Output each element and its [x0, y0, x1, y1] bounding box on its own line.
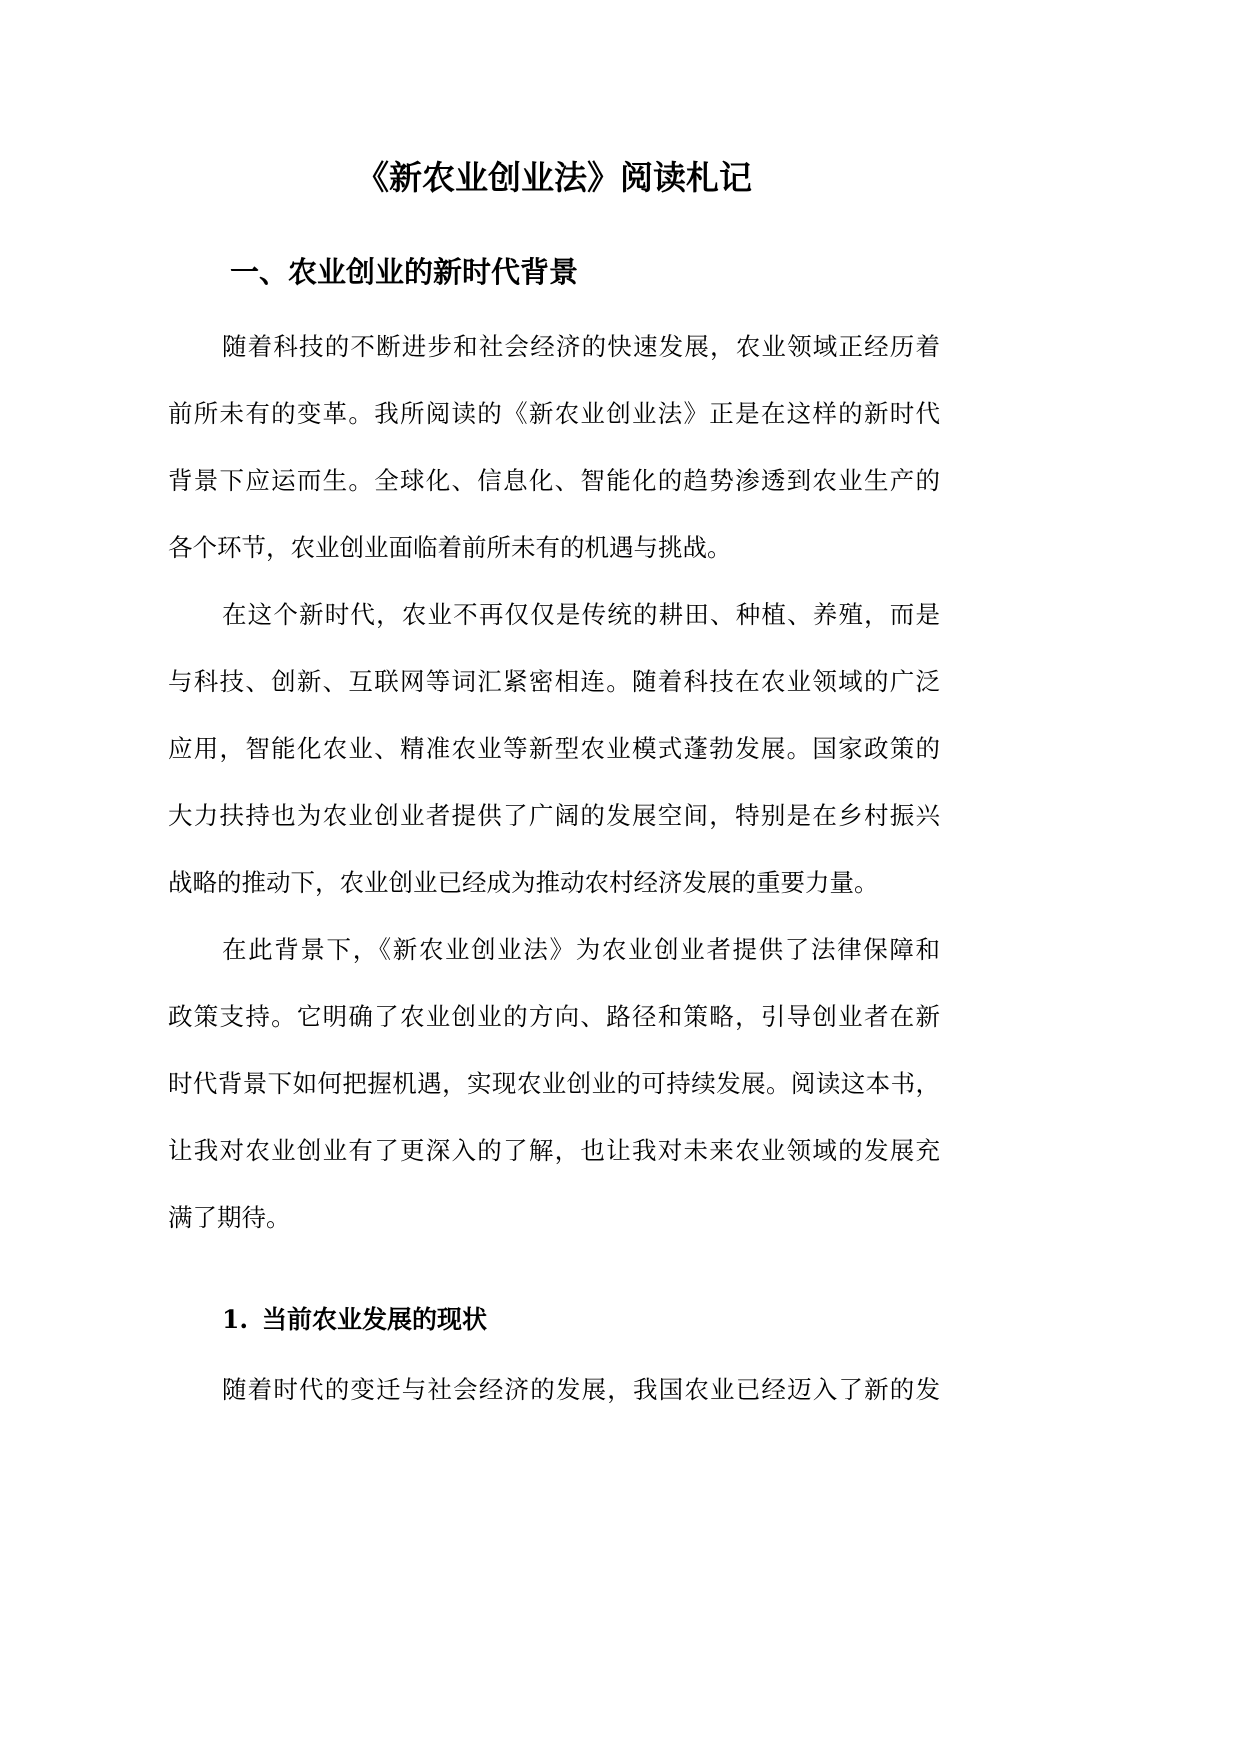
paragraph-line: 让我对农业创业有了更深入的了解，也让我对未来农业领域的发展充: [168, 1136, 940, 1165]
paragraph-line: 战略的推动下，农业创业已经成为推动农村经济发展的重要力量。: [168, 868, 879, 897]
paragraph-line: 在这个新时代，农业不再仅仅是传统的耕田、种植、养殖，而是: [222, 600, 940, 629]
body-text: [168, 313, 940, 1251]
paragraph-line: 随着科技的不断进步和社会经济的快速发展，农业领域正经历着: [222, 332, 940, 361]
paragraph-line: 背景下应运而生。全球化、信息化、智能化的趋势渗透到农业生产的: [168, 466, 940, 495]
paragraph: [168, 916, 940, 1251]
paragraph-line: 时代背景下如何把握机遇，实现农业创业的可持续发展。阅读这本书，: [168, 1069, 940, 1098]
subsection-body: [168, 1356, 940, 1423]
paragraph-line: 政策支持。它明确了农业创业的方向、路径和策略，引导创业者在新: [168, 1002, 940, 1031]
section-heading: 一、农业创业的新时代背景: [230, 255, 579, 289]
paragraph-line: 满了期待。: [168, 1203, 291, 1232]
paragraph-line: 与科技、创新、互联网等词汇紧密相连。随着科技在农业领域的广泛: [168, 667, 940, 696]
paragraph-line: 各个环节，农业创业面临着前所未有的机遇与挑战。: [168, 533, 732, 562]
paragraph-line: 随着时代的变迁与社会经济的发展，我国农业已经迈入了新的发: [222, 1375, 940, 1404]
paragraph: [168, 581, 940, 916]
document-title: 《新农业创业法》阅读札记: [356, 158, 752, 197]
paragraph-line: 在此背景下，《新农业创业法》为农业创业者提供了法律保障和: [222, 935, 940, 964]
subsection-title: 当前农业发展的现状: [262, 1305, 488, 1334]
paragraph-line: 大力扶持也为农业创业者提供了广阔的发展空间，特别是在乡村振兴: [168, 801, 940, 830]
paragraph-line: 应用，智能化农业、精准农业等新型农业模式蓬勃发展。国家政策的: [168, 734, 940, 763]
paragraph-line: 前所未有的变革。我所阅读的《新农业创业法》正是在这样的新时代: [168, 399, 940, 428]
paragraph: [168, 1356, 940, 1423]
subsection-heading: [222, 1300, 487, 1340]
subsection-number: 1.: [222, 1305, 249, 1334]
paragraph: [168, 313, 940, 581]
